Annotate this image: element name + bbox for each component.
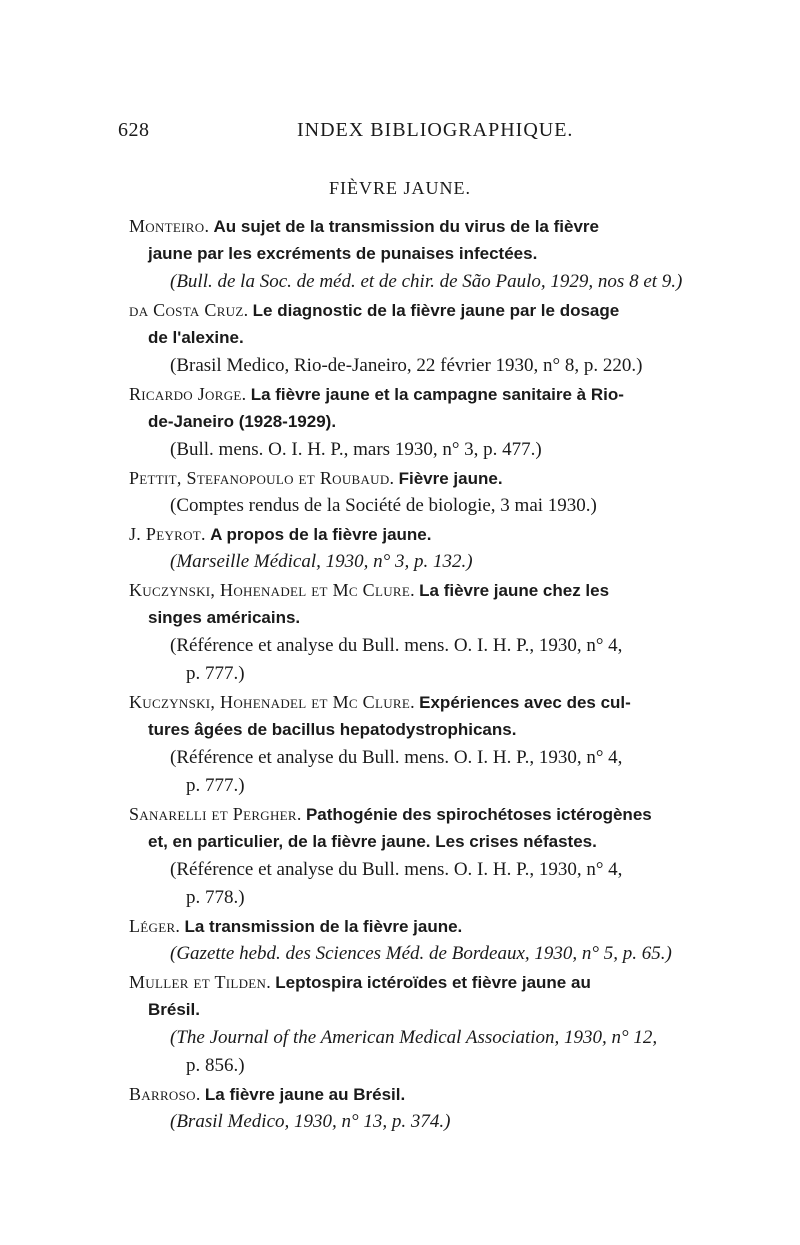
entry-title: La fièvre jaune chez les: [419, 581, 610, 600]
entry-reference: (Brasil Medico, 1930, n° 13, p. 374.): [170, 1111, 451, 1132]
entry-author: J. Peyrot.: [129, 524, 206, 544]
bibliography-entry: [129, 212, 684, 296]
entry-title: La fièvre jaune au Brésil.: [204, 1085, 406, 1104]
entry-author: Léger.: [129, 916, 181, 936]
bibliography-entry: [129, 800, 684, 912]
entry-author: Pettit, Stefanopoulo et Roubaud.: [129, 468, 395, 488]
entry-reference: (Référence et analyse du Bull. mens. O. I. H. P., 1930, n° 4,: [170, 747, 623, 768]
entry-reference-continuation: p. 778.): [186, 887, 245, 908]
entry-title: Expériences avec des cul-: [419, 693, 631, 712]
bibliography-entry: [129, 1080, 684, 1136]
entry-title: Le diagnostic de la fièvre jaune par le dosage: [252, 301, 620, 320]
entry-author: Kuczynski, Hohenadel et Mc Clure.: [129, 580, 415, 600]
bibliography-entry: [129, 688, 684, 800]
running-title: INDEX BIBLIOGRAPHIQUE.: [297, 119, 574, 141]
entry-reference: (Bull. mens. O. I. H. P., mars 1930, n° 3, p. 477.): [170, 439, 542, 460]
bibliography-entry: [129, 380, 684, 464]
page-number: 628: [118, 119, 150, 141]
entry-author: Muller et Tilden.: [129, 972, 272, 992]
entry-author: Monteiro.: [129, 216, 210, 236]
entry-reference: (Comptes rendus de la Société de biologie, 3 mai 1930.): [170, 495, 597, 516]
entry-title-continuation: singes américains.: [148, 608, 301, 627]
bibliography-list: [129, 212, 684, 1136]
entry-reference-continuation: p. 856.): [186, 1055, 245, 1076]
bibliography-entry: [129, 912, 684, 968]
entry-title: Pathogénie des spirochétoses ictérogènes: [305, 805, 652, 824]
entry-reference: (The Journal of the American Medical Association, 1930, n° 12,: [170, 1027, 658, 1048]
entry-author: da Costa Cruz.: [129, 300, 249, 320]
entry-title-continuation: et, en particulier, de la fièvre jaune. Les crises néfastes.: [148, 832, 597, 851]
entry-title: A propos de la fièvre jaune.: [210, 525, 432, 544]
entry-author: Sanarelli et Pergher.: [129, 804, 302, 824]
entry-title-continuation: jaune par les excréments de punaises infectées.: [148, 244, 538, 263]
entry-author: Kuczynski, Hohenadel et Mc Clure.: [129, 692, 415, 712]
entry-title: Leptospira ictéroïdes et fièvre jaune au: [275, 973, 591, 992]
entry-author: Barroso.: [129, 1084, 201, 1104]
entry-reference: (Bull. de la Soc. de méd. et de chir. de São Paulo, 1929, nos 8 et 9.): [170, 271, 683, 292]
entry-reference-continuation: p. 777.): [186, 775, 245, 796]
entry-reference: (Gazette hebd. des Sciences Méd. de Bordeaux, 1930, n° 5, p. 65.): [170, 943, 672, 964]
bibliography-entry: [129, 464, 684, 520]
running-header: [118, 119, 680, 147]
entry-title: Fièvre jaune.: [398, 469, 503, 488]
entry-reference-continuation: p. 777.): [186, 663, 245, 684]
bibliography-entry: [129, 968, 684, 1080]
section-title: FIÈVRE JAUNE.: [329, 178, 471, 198]
entry-title: La fièvre jaune et la campagne sanitaire à Rio-: [250, 385, 624, 404]
entry-title-continuation: de-Janeiro (1928-1929).: [148, 412, 337, 431]
entry-title-continuation: de l'alexine.: [148, 328, 244, 347]
entry-reference: (Référence et analyse du Bull. mens. O. I. H. P., 1930, n° 4,: [170, 859, 623, 880]
entry-reference: (Brasil Medico, Rio-de-Janeiro, 22 février 1930, n° 8, p. 220.): [170, 355, 643, 376]
entry-reference: (Référence et analyse du Bull. mens. O. I. H. P., 1930, n° 4,: [170, 635, 623, 656]
entry-author: Ricardo Jorge.: [129, 384, 247, 404]
bibliography-entry: [129, 520, 684, 576]
entry-title-continuation: tures âgées de bacillus hepatodystrophicans.: [148, 720, 517, 739]
bibliography-entry: [129, 576, 684, 688]
entry-title: La transmission de la fièvre jaune.: [184, 917, 463, 936]
entry-reference: (Marseille Médical, 1930, n° 3, p. 132.): [170, 551, 473, 572]
entry-title-continuation: Brésil.: [148, 1000, 200, 1019]
bibliography-entry: [129, 296, 684, 380]
entry-title: Au sujet de la transmission du virus de la fièvre: [213, 217, 599, 236]
